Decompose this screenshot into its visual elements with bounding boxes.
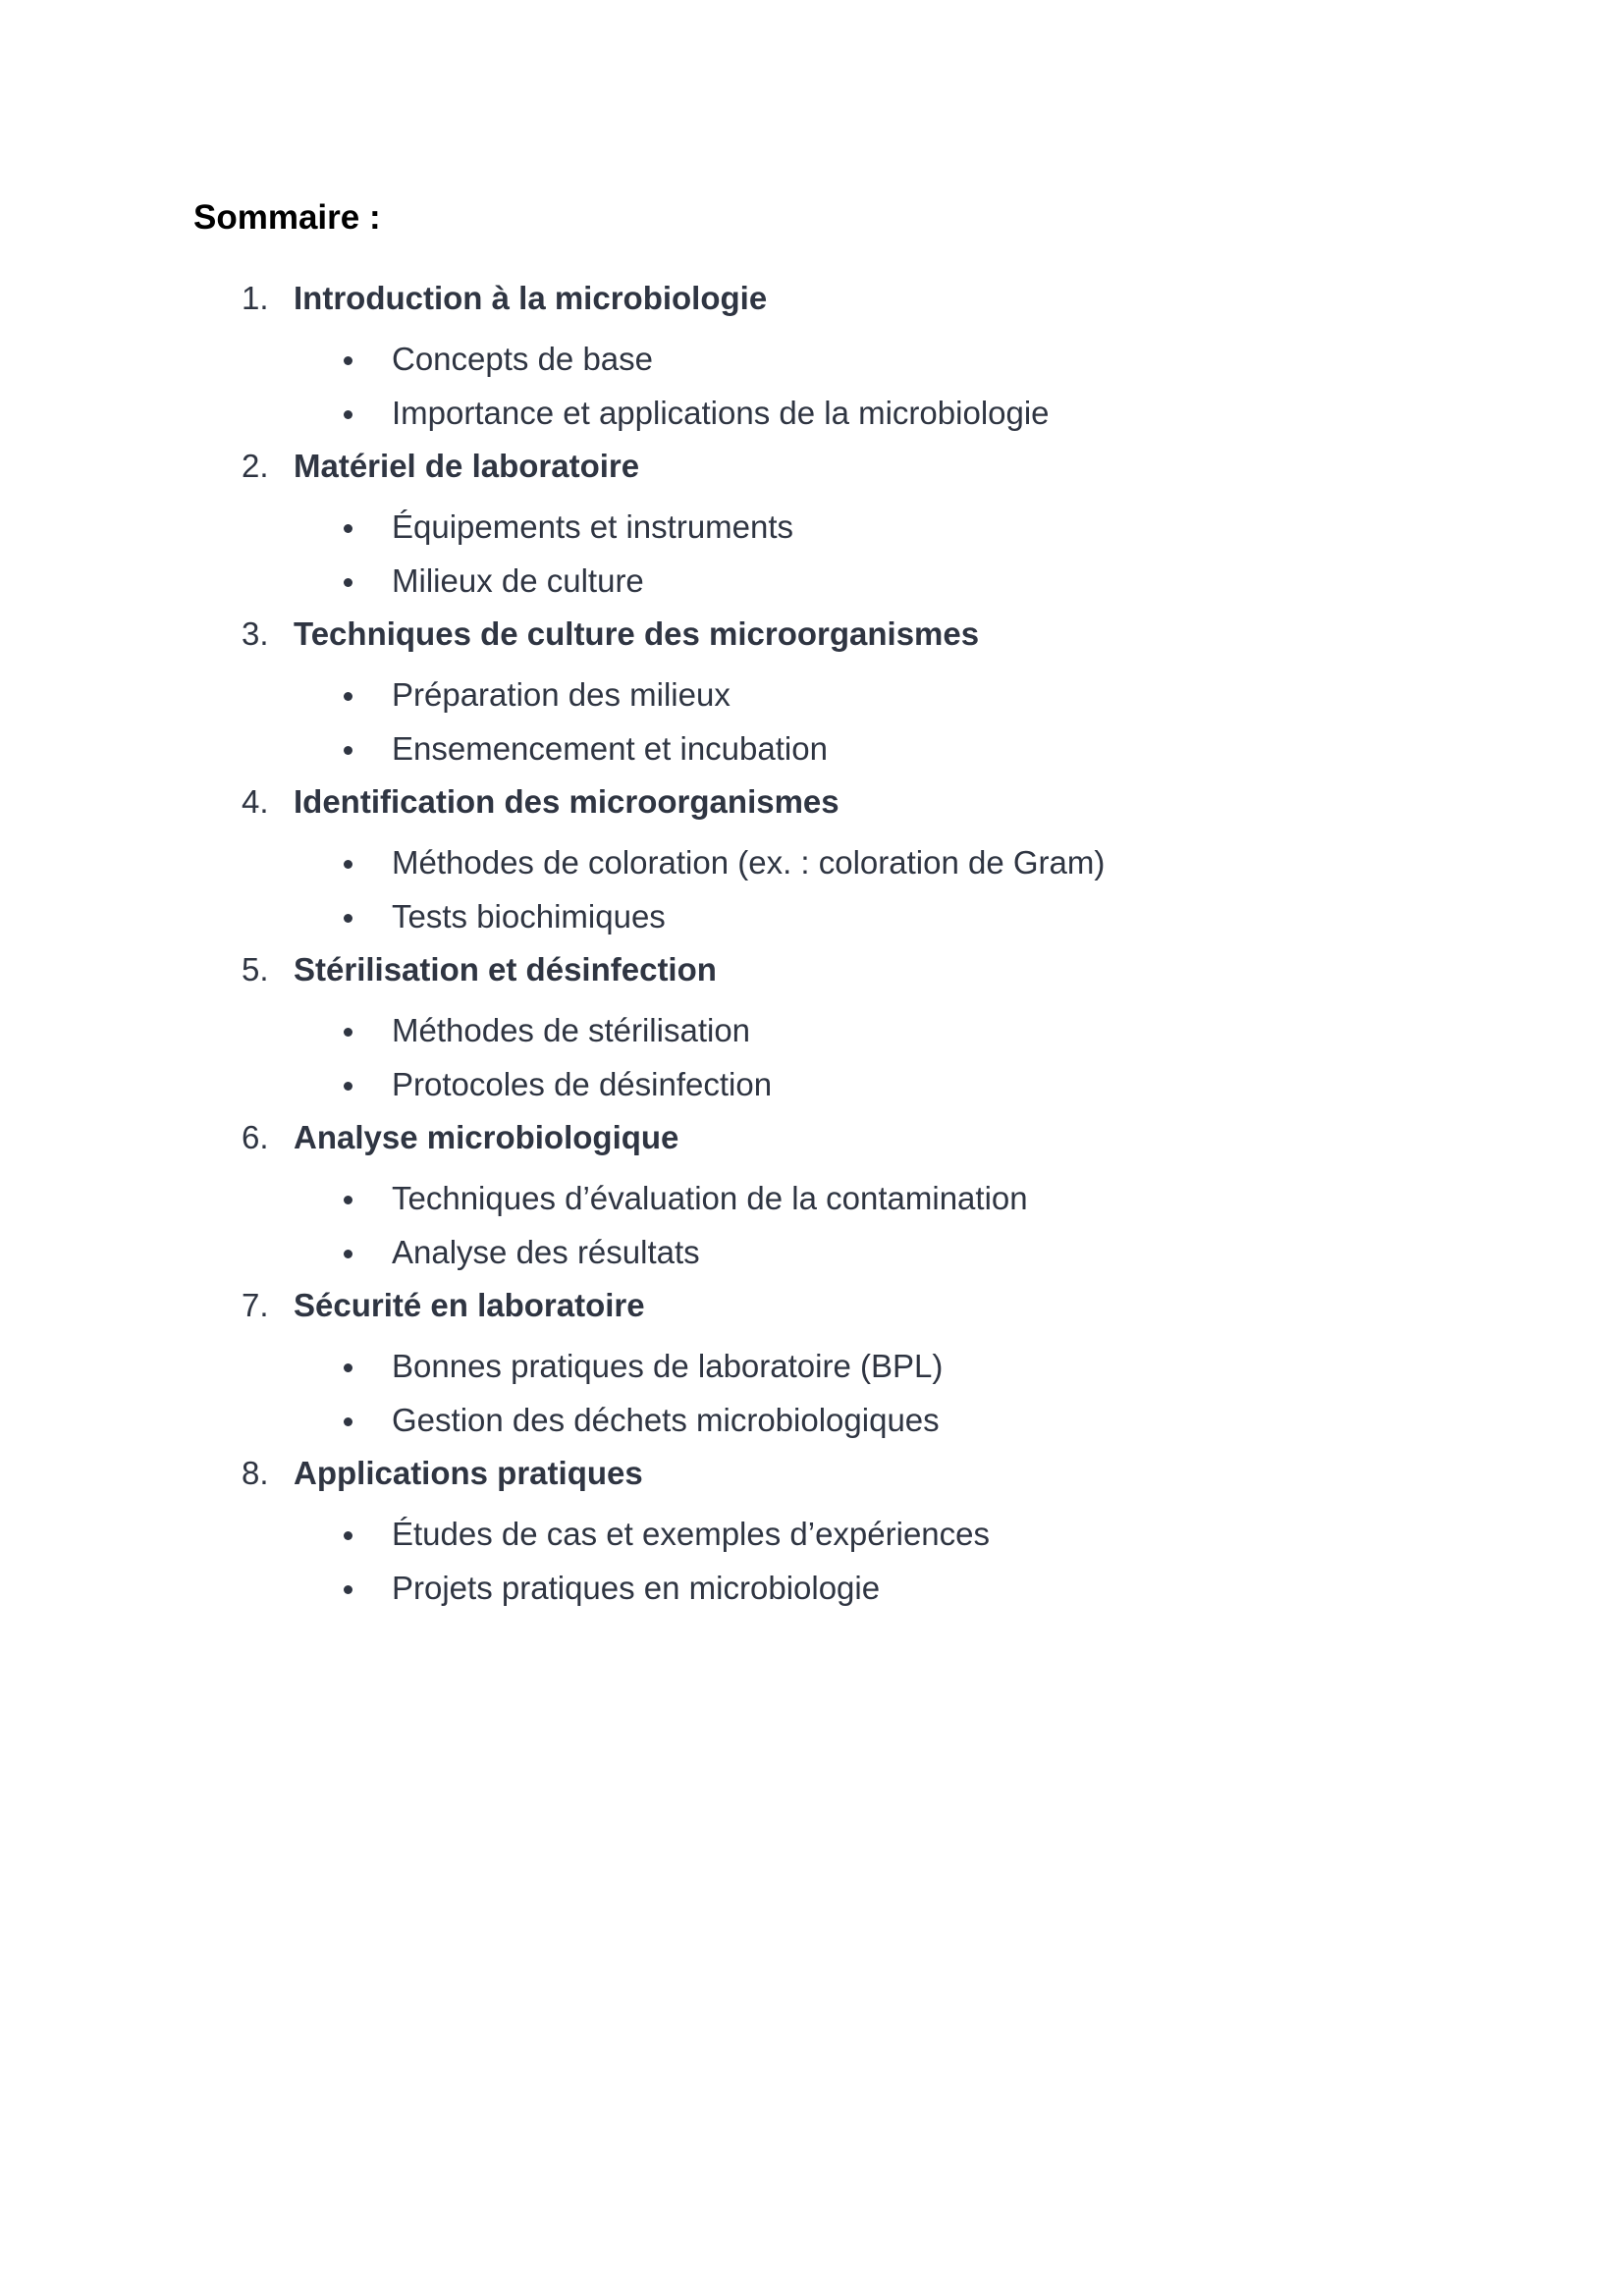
sub-item-list [0, 336, 1375, 444]
list-item [0, 839, 1375, 893]
bullet-icon [344, 578, 352, 587]
bullet-icon [344, 1028, 352, 1037]
toc-section-heading [0, 611, 1375, 658]
list-item [0, 1343, 1375, 1397]
sub-item-list [0, 839, 1375, 947]
section-number: 4. [242, 783, 269, 820]
list-item-text: Équipements et instruments [392, 508, 794, 545]
toc-section [0, 1450, 1624, 1618]
bullet-icon [344, 1531, 352, 1540]
list-item-text: Milieux de culture [392, 562, 644, 599]
list-item [0, 1511, 1375, 1565]
list-item-text: Gestion des déchets microbiologiques [392, 1402, 940, 1438]
bullet-icon [344, 1082, 352, 1091]
bullet-icon [344, 860, 352, 869]
section-title: Sécurité en laboratoire [294, 1287, 645, 1323]
list-item-text: Méthodes de stérilisation [392, 1012, 751, 1048]
bullet-icon [344, 1585, 352, 1594]
list-item-text: Importance et applications de la microbiologie [392, 395, 1050, 431]
toc-section-heading [0, 275, 1375, 322]
list-item [0, 893, 1375, 947]
toc-section [0, 1282, 1624, 1450]
sub-item-list [0, 1343, 1375, 1451]
sub-item-list [0, 1175, 1375, 1283]
section-number: 8. [242, 1455, 269, 1491]
list-item [0, 390, 1375, 444]
toc-section [0, 1114, 1624, 1282]
toc-section [0, 778, 1624, 946]
sub-item-list [0, 1007, 1375, 1115]
list-item-text: Analyse des résultats [392, 1234, 700, 1270]
toc-section-heading [0, 1114, 1375, 1161]
list-item [0, 1565, 1375, 1619]
section-number: 1. [242, 280, 269, 316]
list-item-text: Projets pratiques en microbiologie [392, 1570, 881, 1606]
bullet-icon [344, 524, 352, 533]
section-title: Identification des microorganismes [294, 783, 839, 820]
toc-section [0, 611, 1624, 778]
list-item [0, 336, 1375, 390]
section-title: Techniques de culture des microorganismes [294, 615, 980, 652]
section-number: 2. [242, 448, 269, 484]
bullet-icon [344, 746, 352, 755]
sub-item-list [0, 1511, 1375, 1619]
toc-section-heading [0, 1450, 1375, 1497]
list-item-text: Bonnes pratiques de laboratoire (BPL) [392, 1348, 944, 1384]
list-item [0, 1175, 1375, 1229]
list-item-text: Préparation des milieux [392, 676, 731, 713]
section-title: Introduction à la microbiologie [294, 280, 768, 316]
list-item-text: Études de cas et exemples d’expériences [392, 1516, 991, 1552]
bullet-icon [344, 1196, 352, 1204]
section-number: 6. [242, 1119, 269, 1155]
section-title: Matériel de laboratoire [294, 448, 640, 484]
section-title: Stérilisation et désinfection [294, 951, 717, 988]
bullet-icon [344, 1363, 352, 1372]
section-number: 5. [242, 951, 269, 988]
bullet-icon [344, 356, 352, 365]
toc-section [0, 443, 1624, 611]
list-item [0, 1397, 1375, 1451]
list-item-text: Méthodes de coloration (ex. : coloration de Gram) [392, 844, 1106, 881]
toc-section-heading [0, 443, 1375, 490]
list-item [0, 671, 1375, 725]
toc-section [0, 275, 1624, 443]
toc-section-heading [0, 1282, 1375, 1329]
list-item-text: Ensemencement et incubation [392, 730, 828, 767]
sub-item-list [0, 671, 1375, 779]
list-item [0, 558, 1375, 612]
list-item-text: Protocoles de désinfection [392, 1066, 773, 1102]
section-number: 7. [242, 1287, 269, 1323]
toc-section-heading [0, 946, 1375, 993]
bullet-icon [344, 1417, 352, 1426]
bullet-icon [344, 914, 352, 923]
section-title: Applications pratiques [294, 1455, 643, 1491]
list-item [0, 1229, 1375, 1283]
table-of-contents [0, 275, 1624, 1618]
list-item-text: Techniques d’évaluation de la contamination [392, 1180, 1028, 1216]
bullet-icon [344, 410, 352, 419]
list-item [0, 504, 1375, 558]
list-item [0, 1061, 1375, 1115]
list-item-text: Concepts de base [392, 341, 654, 377]
sub-item-list [0, 504, 1375, 612]
section-number: 3. [242, 615, 269, 652]
list-item [0, 725, 1375, 779]
toc-section [0, 946, 1624, 1114]
bullet-icon [344, 692, 352, 701]
bullet-icon [344, 1250, 352, 1258]
list-item-text: Tests biochimiques [392, 898, 666, 934]
section-title: Analyse microbiologique [294, 1119, 679, 1155]
page-title: Sommaire : [193, 198, 381, 237]
toc-section-heading [0, 778, 1375, 826]
list-item [0, 1007, 1375, 1061]
